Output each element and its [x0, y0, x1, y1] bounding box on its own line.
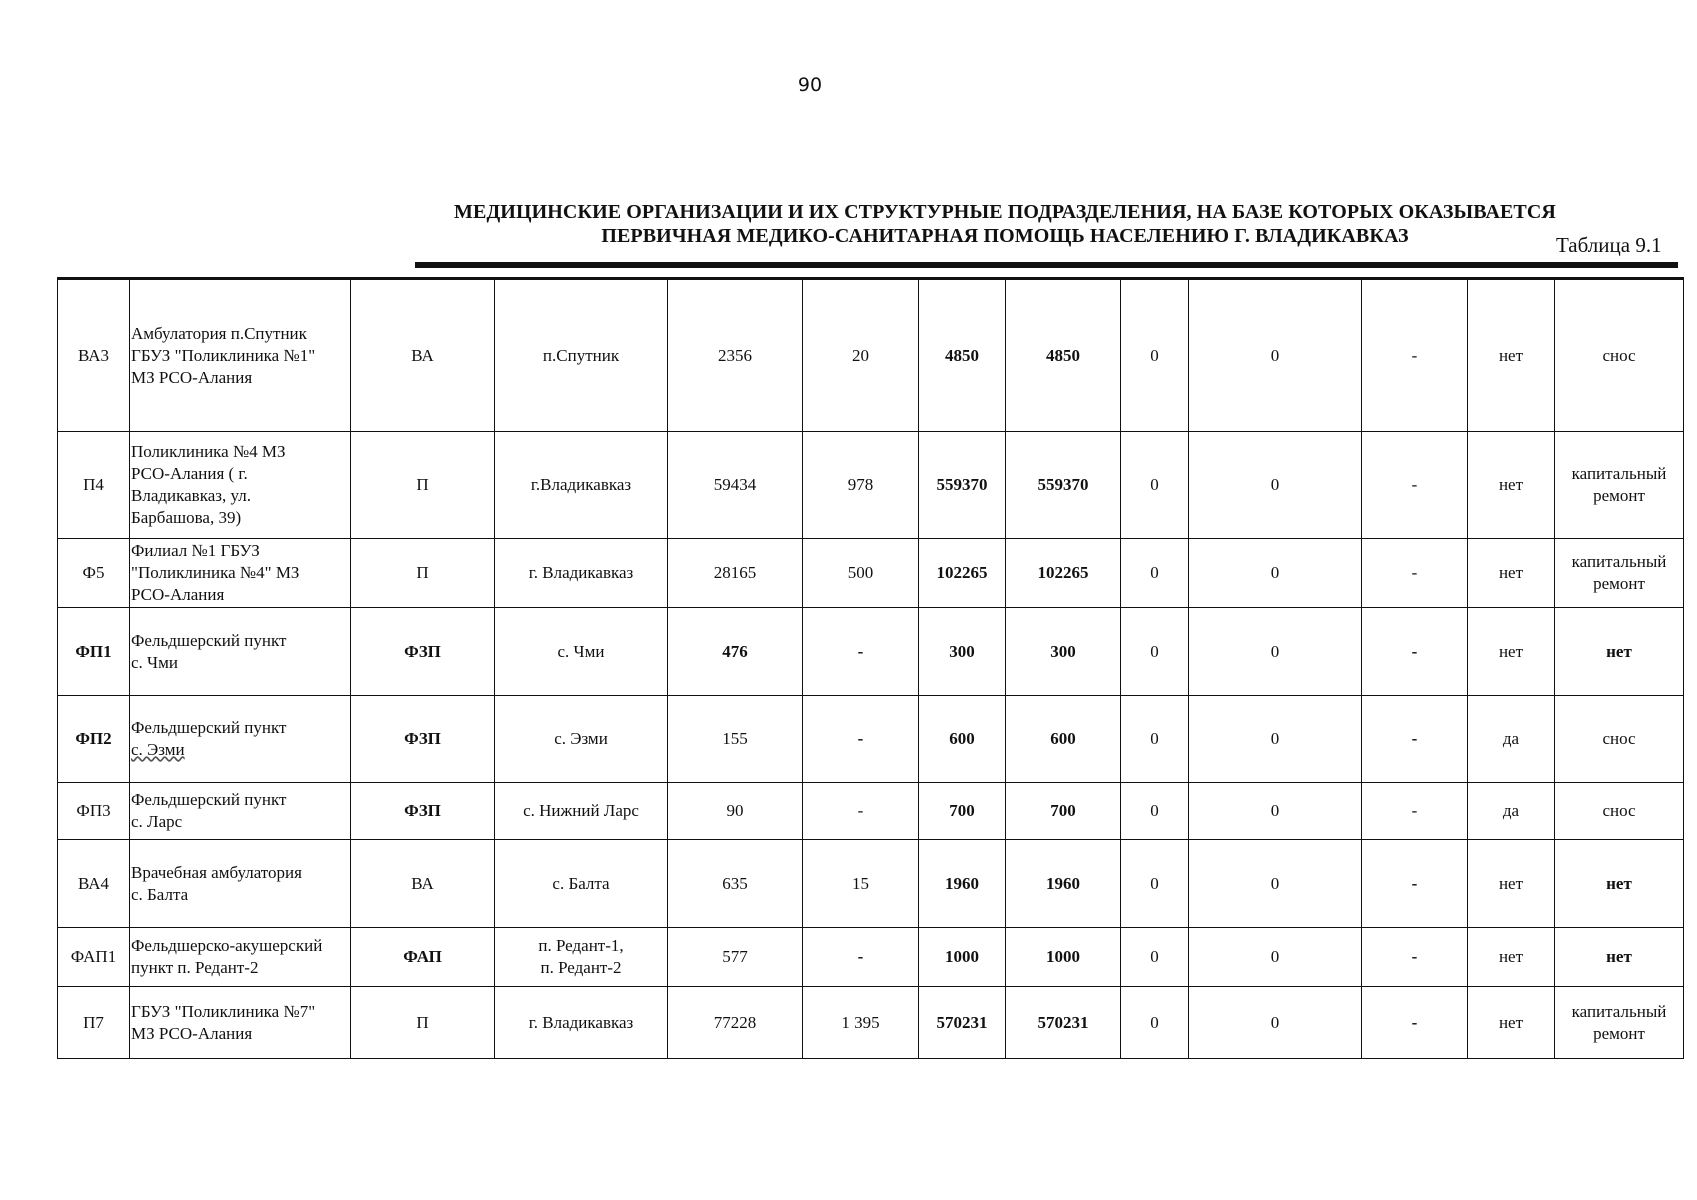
- cell-code: ФП3: [58, 783, 130, 840]
- cell-code: ВА4: [58, 840, 130, 928]
- table-label: Таблица 9.1: [1556, 233, 1662, 257]
- cell-code: ФП1: [58, 608, 130, 696]
- action-line: ремонт: [1593, 1023, 1645, 1043]
- cell-type: П: [351, 432, 495, 539]
- cell-name: [130, 928, 351, 987]
- cell-col-10: 0: [1189, 696, 1362, 783]
- cell-population: 577: [668, 928, 803, 987]
- cell-area-2: 600: [1006, 696, 1121, 783]
- table-row: [58, 783, 1684, 840]
- cell-col-9: 0: [1121, 432, 1189, 539]
- cell-population: 476: [668, 608, 803, 696]
- cell-type: ФЗП: [351, 696, 495, 783]
- cell-locality: [495, 608, 668, 696]
- action-line: капитальный: [1571, 464, 1667, 483]
- document-title-line-1: МЕДИЦИНСКИЕ ОРГАНИЗАЦИИ И ИХ СТРУКТУРНЫЕ ПОДРАЗДЕЛЕНИЯ, НА БАЗЕ КОТОРЫХ ОКАЗЫВАЕТСЯ: [454, 201, 1556, 223]
- document-title: [395, 200, 1615, 248]
- locality-line: г. Владикавказ: [528, 563, 634, 582]
- name-line: Филиал №1 ГБУЗ: [131, 541, 260, 560]
- cell-population: 28165: [668, 539, 803, 608]
- name-line: РСО-Алания: [131, 585, 225, 604]
- cell-code: ВА3: [58, 279, 130, 432]
- name-line: ГБУЗ "Поликлиника №7": [131, 1001, 316, 1021]
- cell-locality: [495, 987, 668, 1059]
- cell-type: ВА: [351, 279, 495, 432]
- name-line: пункт п. Редант-2: [131, 958, 259, 977]
- cell-col-10: 0: [1189, 539, 1362, 608]
- cell-name: [130, 539, 351, 608]
- cell-col-9: 0: [1121, 987, 1189, 1059]
- cell-action: [1555, 928, 1684, 987]
- cell-col-10: 0: [1189, 279, 1362, 432]
- cell-col-11: -: [1362, 840, 1468, 928]
- cell-action: [1555, 432, 1684, 539]
- table-body: [58, 279, 1684, 1059]
- cell-code: ФАП1: [58, 928, 130, 987]
- table-row: [58, 928, 1684, 987]
- cell-area-2: 700: [1006, 783, 1121, 840]
- name-line: Амбулатория п.Спутник: [131, 323, 307, 343]
- name-line: Барбашова, 39): [131, 508, 242, 527]
- name-line: Фельдшерский пункт: [131, 790, 287, 809]
- cell-action: [1555, 608, 1684, 696]
- cell-code: П7: [58, 987, 130, 1059]
- cell-col-12: нет: [1468, 432, 1555, 539]
- cell-area-2: 102265: [1006, 539, 1121, 608]
- cell-code: Ф5: [58, 539, 130, 608]
- cell-col-12: нет: [1468, 279, 1555, 432]
- cell-capacity: -: [803, 696, 919, 783]
- cell-area-total: 300: [919, 608, 1006, 696]
- cell-action: [1555, 539, 1684, 608]
- cell-col-10: 0: [1189, 432, 1362, 539]
- name-line: ГБУЗ "Поликлиника №1": [131, 345, 316, 365]
- cell-capacity: -: [803, 928, 919, 987]
- name-line: Фельдшерский пункт: [131, 630, 287, 650]
- cell-capacity: 978: [803, 432, 919, 539]
- cell-col-9: 0: [1121, 696, 1189, 783]
- cell-type: ФЗП: [351, 608, 495, 696]
- cell-population: 155: [668, 696, 803, 783]
- action-line: ремонт: [1593, 486, 1645, 505]
- cell-col-11: -: [1362, 783, 1468, 840]
- cell-col-11: -: [1362, 279, 1468, 432]
- cell-col-11: -: [1362, 987, 1468, 1059]
- cell-type: ФАП: [351, 928, 495, 987]
- locality-line: с. Нижний Ларс: [523, 801, 639, 820]
- locality-line: с. Балта: [552, 873, 610, 893]
- organizations-table: [57, 277, 1684, 1059]
- cell-col-10: 0: [1189, 987, 1362, 1059]
- cell-area-total: 102265: [919, 539, 1006, 608]
- name-line: РСО-Алания ( г.: [131, 464, 248, 483]
- cell-col-12: нет: [1468, 987, 1555, 1059]
- cell-col-12: да: [1468, 696, 1555, 783]
- cell-locality: [495, 840, 668, 928]
- cell-col-11: -: [1362, 928, 1468, 987]
- locality-line: г. Владикавказ: [528, 1012, 634, 1032]
- cell-locality: [495, 696, 668, 783]
- cell-area-total: 1960: [919, 840, 1006, 928]
- cell-col-10: 0: [1189, 783, 1362, 840]
- cell-area-total: 559370: [919, 432, 1006, 539]
- table-row: [58, 987, 1684, 1059]
- locality-line: с. Эзми: [554, 729, 608, 748]
- cell-name: [130, 432, 351, 539]
- cell-type: ВА: [351, 840, 495, 928]
- cell-area-2: 1960: [1006, 840, 1121, 928]
- table-row: [58, 608, 1684, 696]
- cell-col-9: 0: [1121, 279, 1189, 432]
- cell-action: [1555, 987, 1684, 1059]
- action-line: нет: [1606, 873, 1632, 893]
- cell-area-total: 570231: [919, 987, 1006, 1059]
- action-line: нет: [1606, 641, 1632, 661]
- name-line-text: с. Эзми: [131, 740, 185, 759]
- table-row: [58, 840, 1684, 928]
- name-line: Врачебная амбулатория: [131, 862, 302, 882]
- name-line: Фельдшерский пункт: [131, 718, 287, 737]
- table-row: [58, 539, 1684, 608]
- cell-col-10: 0: [1189, 928, 1362, 987]
- cell-locality: [495, 783, 668, 840]
- page-number: 90: [797, 74, 823, 96]
- cell-col-12: нет: [1468, 840, 1555, 928]
- cell-action: [1555, 840, 1684, 928]
- cell-name: [130, 279, 351, 432]
- cell-population: 77228: [668, 987, 803, 1059]
- locality-line: г.Владикавказ: [530, 475, 632, 494]
- cell-action: [1555, 783, 1684, 840]
- cell-area-total: 1000: [919, 928, 1006, 987]
- cell-capacity: -: [803, 608, 919, 696]
- cell-area-2: 300: [1006, 608, 1121, 696]
- cell-col-11: -: [1362, 608, 1468, 696]
- cell-type: ФЗП: [351, 783, 495, 840]
- name-line: Владикавказ, ул.: [131, 486, 251, 505]
- cell-name: [130, 608, 351, 696]
- cell-locality: [495, 279, 668, 432]
- locality-line: с. Чми: [557, 641, 605, 661]
- cell-capacity: 500: [803, 539, 919, 608]
- cell-locality: [495, 539, 668, 608]
- cell-col-9: 0: [1121, 539, 1189, 608]
- cell-type: П: [351, 539, 495, 608]
- name-line: "Поликлиника №4" МЗ: [131, 563, 300, 582]
- cell-action: [1555, 696, 1684, 783]
- cell-code: ФП2: [58, 696, 130, 783]
- name-line: МЗ РСО-Алания: [131, 1023, 253, 1043]
- locality-line: п. Редант-1,: [538, 936, 624, 955]
- cell-area-2: 4850: [1006, 279, 1121, 432]
- title-rule: [415, 262, 1678, 268]
- cell-col-11: -: [1362, 696, 1468, 783]
- cell-population: 59434: [668, 432, 803, 539]
- action-line: ремонт: [1593, 574, 1645, 593]
- cell-locality: [495, 432, 668, 539]
- table-row: [58, 696, 1684, 783]
- document-title-line-2: ПЕРВИЧНАЯ МЕДИКО-САНИТАРНАЯ ПОМОЩЬ НАСЕЛЕНИЮ Г. ВЛАДИКАВКАЗ: [601, 225, 1409, 247]
- cell-col-9: 0: [1121, 783, 1189, 840]
- cell-col-9: 0: [1121, 608, 1189, 696]
- cell-type: П: [351, 987, 495, 1059]
- cell-capacity: 1 395: [803, 987, 919, 1059]
- name-line: Фельдшерско-акушерский: [131, 936, 323, 955]
- cell-name: [130, 840, 351, 928]
- action-line: капитальный: [1571, 1001, 1667, 1021]
- cell-name: [130, 783, 351, 840]
- cell-capacity: -: [803, 783, 919, 840]
- table-row: [58, 432, 1684, 539]
- name-line: с. Ларс: [131, 812, 183, 831]
- cell-area-2: 1000: [1006, 928, 1121, 987]
- cell-col-10: 0: [1189, 608, 1362, 696]
- locality-line: п. Редант-2: [540, 958, 622, 977]
- cell-col-10: 0: [1189, 840, 1362, 928]
- cell-col-11: -: [1362, 432, 1468, 539]
- table-row: [58, 279, 1684, 432]
- cell-name: [130, 987, 351, 1059]
- action-line: снос: [1602, 345, 1636, 365]
- cell-area-2: 559370: [1006, 432, 1121, 539]
- cell-col-12: нет: [1468, 608, 1555, 696]
- cell-population: 2356: [668, 279, 803, 432]
- locality-line: п.Спутник: [542, 345, 620, 365]
- cell-col-12: да: [1468, 783, 1555, 840]
- cell-area-total: 4850: [919, 279, 1006, 432]
- cell-area-total: 600: [919, 696, 1006, 783]
- action-line: нет: [1606, 947, 1632, 966]
- cell-population: 635: [668, 840, 803, 928]
- cell-col-9: 0: [1121, 928, 1189, 987]
- cell-col-12: нет: [1468, 928, 1555, 987]
- action-line: снос: [1602, 729, 1636, 748]
- cell-name: [130, 696, 351, 783]
- cell-col-11: -: [1362, 539, 1468, 608]
- cell-capacity: 20: [803, 279, 919, 432]
- cell-population: 90: [668, 783, 803, 840]
- name-line: с. Балта: [131, 884, 189, 904]
- cell-col-12: нет: [1468, 539, 1555, 608]
- name-line: с. Чми: [131, 652, 178, 672]
- cell-area-total: 700: [919, 783, 1006, 840]
- cell-action: [1555, 279, 1684, 432]
- name-line: МЗ РСО-Алания: [131, 367, 253, 387]
- cell-area-2: 570231: [1006, 987, 1121, 1059]
- cell-locality: [495, 928, 668, 987]
- cell-col-9: 0: [1121, 840, 1189, 928]
- cell-capacity: 15: [803, 840, 919, 928]
- cell-code: П4: [58, 432, 130, 539]
- name-line: Поликлиника №4 МЗ: [131, 442, 286, 461]
- action-line: снос: [1602, 801, 1636, 820]
- name-line: [131, 739, 348, 761]
- action-line: капитальный: [1571, 552, 1667, 571]
